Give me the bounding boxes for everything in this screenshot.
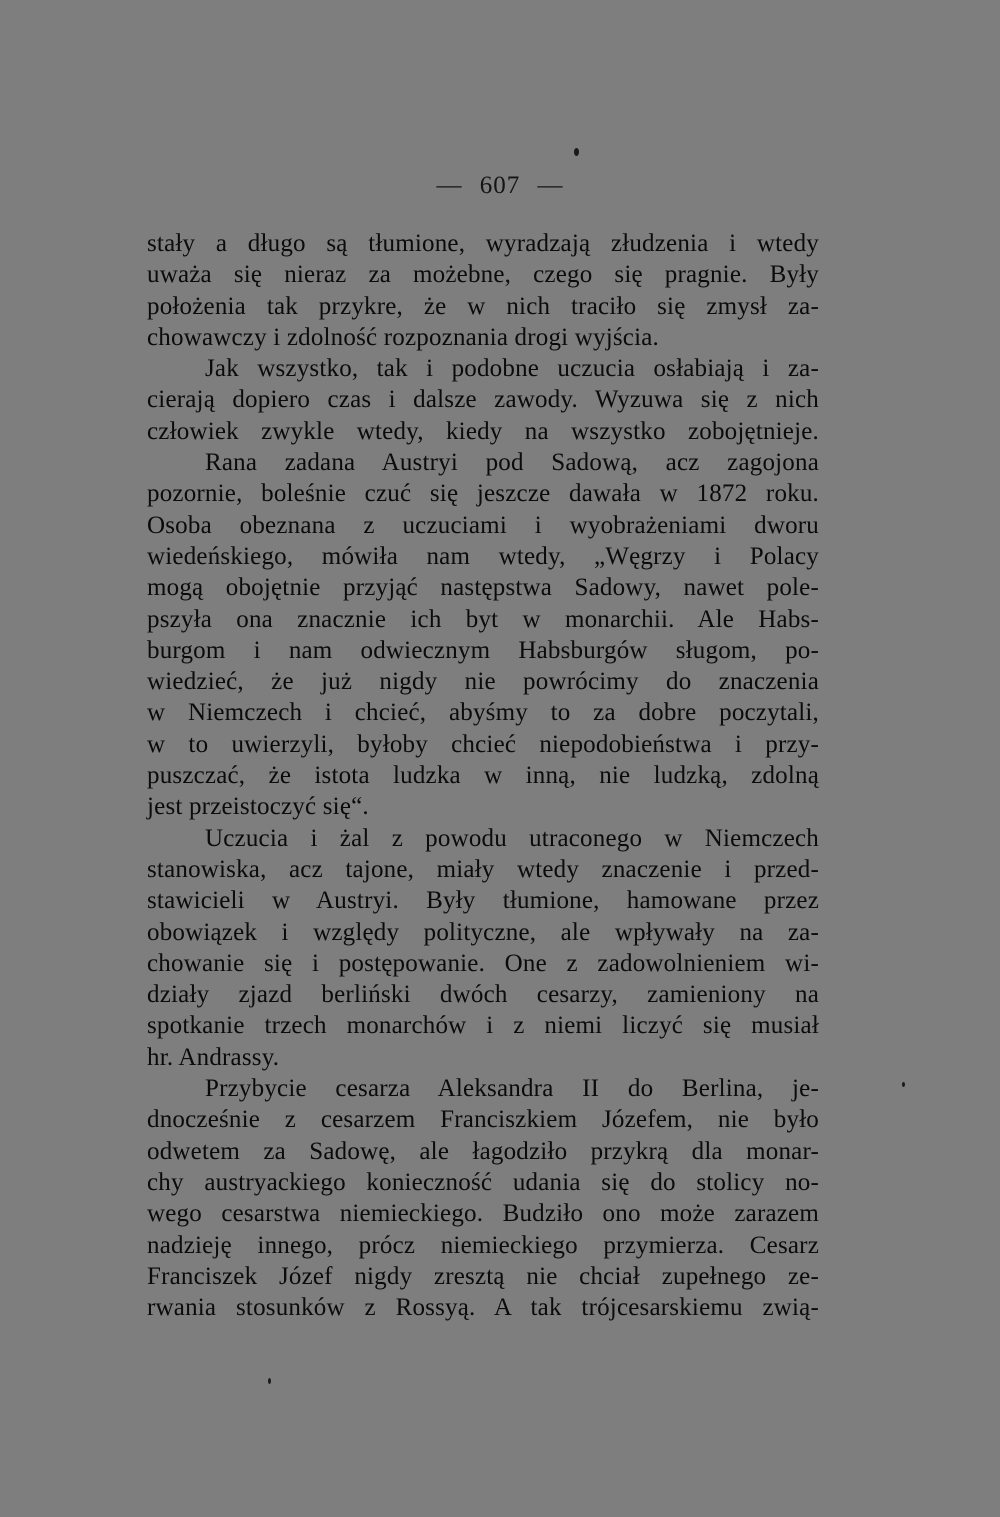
scan-speck	[268, 1378, 271, 1384]
scan-speck	[902, 1082, 905, 1087]
text-line: spotkanie trzech monarchów i z niemi liczyć się musiał	[147, 1012, 819, 1040]
text-line: w Niemczech i chcieć, abyśmy to za dobre poczytali,	[147, 699, 819, 727]
text-line: jest przeistoczyć się“.	[147, 793, 369, 821]
text-line: chy austryackiego konieczność udania się do stolicy no-	[147, 1168, 819, 1196]
text-line: stały a długo są tłumione, wyradzają złudzenia i wtedy	[147, 230, 819, 257]
text-line: Osoba obeznana z uczuciami i wyobrażeniami dworu	[147, 511, 819, 539]
text-line: hr. Andrassy.	[147, 1043, 280, 1071]
text-line: chowawczy i zdolność rozpoznania drogi wyjścia.	[147, 323, 659, 351]
text-line: Przybycie cesarza Aleksandra II do Berlina, je-	[205, 1075, 819, 1103]
text-line: Franciszek Józef nigdy zresztą nie chciał zupełnego ze-	[147, 1262, 819, 1290]
body-text	[147, 228, 819, 1323]
text-line: Rana zadana Austryi pod Sadową, acz zagojona	[205, 449, 819, 477]
text-line: w to uwierzyli, byłoby chcieć niepodobieństwa i przy-	[147, 730, 819, 758]
text-line: cierają dopiero czas i dalsze zawody. Wyzuwa się z nich	[147, 386, 819, 414]
text-line: Jak wszystko, tak i podobne uczucia osłabiają i za-	[205, 355, 819, 383]
text-line: Uczucia i żal z powodu utraconego w Niemczech	[205, 824, 819, 852]
text-line: nadzieję innego, prócz niemieckiego przymierza. Cesarz	[147, 1231, 819, 1259]
text-line: położenia tak przykre, że w nich traciło się zmysł za-	[147, 292, 819, 320]
text-line: wiedzieć, że już nigdy nie powrócimy do znaczenia	[147, 668, 819, 696]
page-number: — 607 —	[436, 172, 564, 199]
text-line: puszczać, że istota ludzka w inną, nie ludzką, zdolną	[147, 762, 819, 790]
text-line: pozornie, boleśnie czuć się jeszcze dawała w 1872 roku.	[147, 480, 819, 508]
text-line: człowiek zwykle wtedy, kiedy na wszystko zobojętnieje.	[147, 417, 819, 445]
text-line: pszyła ona znacznie ich byt w monarchii. Ale Habs-	[147, 605, 819, 633]
text-line: dnocześnie z cesarzem Franciszkiem Józefem, nie było	[147, 1106, 819, 1134]
text-line: odwetem za Sadowę, ale łagodziło przykrą dla monar-	[147, 1137, 819, 1165]
text-line: burgom i nam odwiecznym Habsburgów sługom, po-	[147, 636, 819, 664]
text-line: uważa się nieraz za możebne, czego się pragnie. Były	[147, 261, 819, 289]
text-line: chowanie się i postępowanie. One z zadowolnieniem wi-	[147, 949, 819, 977]
text-line: stanowiska, acz tajone, miały wtedy znaczenie i przed-	[147, 855, 819, 883]
text-line: mogą obojętnie przyjąć następstwa Sadowy, nawet pole-	[147, 574, 819, 602]
text-line: wego cesarstwa niemieckiego. Budziło ono może zarazem	[147, 1200, 819, 1228]
text-line: obowiązek i względy polityczne, ale wpływały na za-	[147, 918, 819, 946]
text-line: wiedeńskiego, mówiła nam wtedy, „Węgrzy i Polacy	[147, 542, 819, 570]
text-line: rwania stosunków z Rossyą. A tak trójcesarskiemu zwią-	[147, 1294, 819, 1322]
scan-speck	[574, 148, 579, 156]
text-line: działy zjazd berliński dwóch cesarzy, zamieniony na	[147, 981, 819, 1009]
text-line: stawicieli w Austryi. Były tłumione, hamowane przez	[147, 887, 819, 915]
